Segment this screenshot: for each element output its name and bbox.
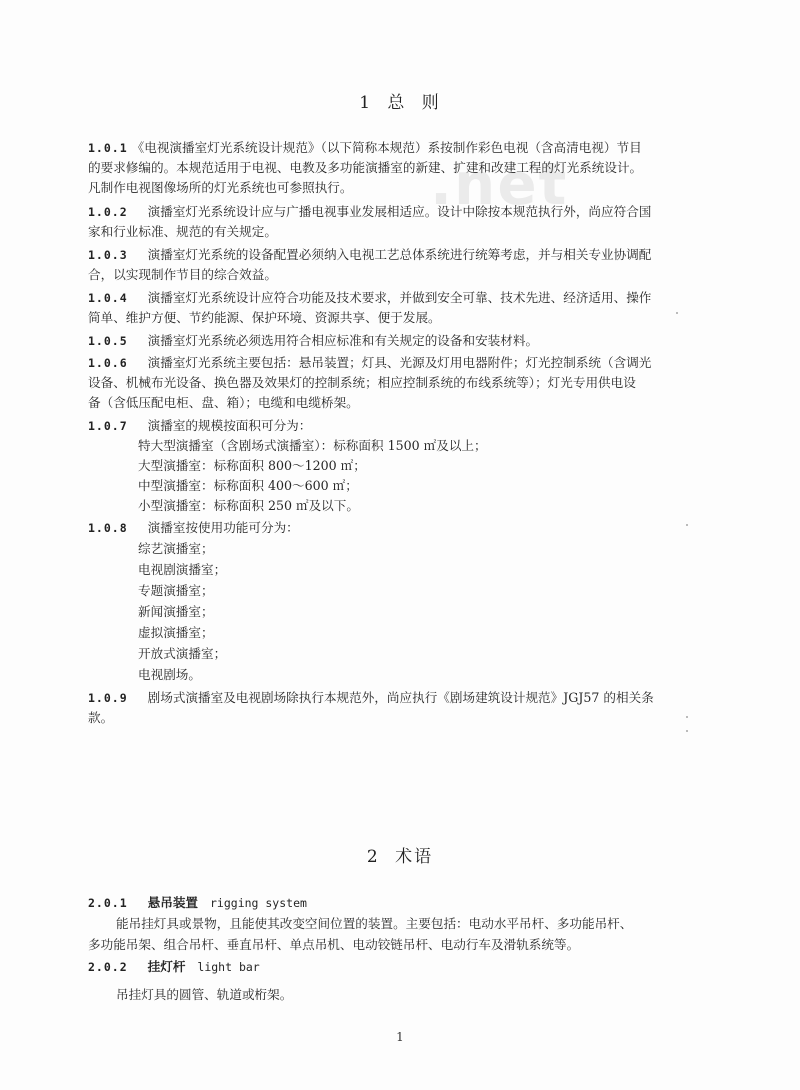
term-definition-line: 能吊挂灯具或景物，且能使其改变空间位置的装置。主要包括：电动水平吊杆、多功能吊杆、	[116, 916, 633, 931]
list-item: 中型演播室：标称面积 400～600 ㎡；	[138, 478, 358, 493]
clause-text-line: 备（含低压配电柜、盘、箱）；电缆和电缆桥架。	[88, 395, 359, 410]
clause-1-0-5	[88, 331, 538, 351]
clause-number: 1.0.5	[88, 334, 128, 348]
list-item: 特大型演播室（含剧场式演播室）：标称面积 1500 ㎡及以上；	[138, 438, 487, 453]
clause-text: 演播室灯光系统设计应与广播电视事业发展相适应。设计中除按本规范执行外，尚应符合国	[147, 204, 652, 219]
scan-speck	[686, 730, 688, 732]
clause-text: 剧场式演播室及电视剧场除执行本规范外，尚应执行《剧场建筑设计规范》JGJ57 的相关条	[147, 690, 654, 705]
term-2-0-2	[88, 957, 260, 977]
term-definition-line: 吊挂灯具的圆管、轨道或桁架。	[116, 987, 293, 1002]
clause-text: 演播室的规模按面积可分为：	[147, 418, 312, 433]
term-english: light bar	[197, 960, 260, 974]
term-2-0-1	[88, 893, 307, 913]
clause-text-line: 设备、机械布光设备、换色器及效果灯的控制系统；相应控制系统的布线系统等）；灯光专用供电设	[88, 375, 636, 390]
term-number: 2.0.2	[88, 960, 128, 974]
term-definition-line: 多功能吊架、组合吊杆、垂直吊杆、单点吊机、电动铰链吊杆、电动行车及滑轨系统等。	[88, 937, 580, 952]
scan-speck	[686, 524, 688, 526]
list-item: 电视剧演播室；	[138, 562, 227, 577]
clause-text: 演播室灯光系统主要包括：悬吊装置；灯具、光源及灯用电器附件；灯光控制系统（含调光	[147, 355, 652, 370]
chapter-1-title: 1 总 则	[359, 93, 441, 113]
clause-number: 1.0.9	[88, 691, 128, 705]
clause-text-line: 款。	[88, 710, 114, 725]
list-item: 虚拟演播室；	[138, 625, 214, 640]
term-chinese: 挂灯杆	[147, 959, 186, 974]
clause-1-0-7	[88, 416, 311, 436]
clause-1-0-3	[88, 245, 651, 265]
clause-1-0-4	[88, 288, 651, 308]
list-item: 开放式演播室；	[138, 646, 227, 661]
scan-speck	[676, 312, 678, 314]
term-chinese: 悬吊装置	[147, 895, 198, 910]
clause-text-line: 凡制作电视图像场所的灯光系统也可参照执行。	[88, 180, 353, 195]
list-item: 综艺演播室；	[138, 541, 214, 556]
clause-1-0-2	[88, 202, 651, 222]
clause-number: 1.0.8	[88, 521, 128, 535]
term-number: 2.0.1	[88, 896, 128, 910]
clause-number: 1.0.1	[88, 141, 128, 155]
clause-number: 1.0.4	[88, 291, 128, 305]
chapter-2-title: 2 术语	[366, 847, 434, 867]
clause-text-line: 的要求修编的。本规范适用于电视、电教及多功能演播室的新建、扩建和改建工程的灯光系统设计。	[88, 160, 643, 175]
clause-1-0-6	[88, 353, 651, 373]
clause-text: 演播室按使用功能可分为：	[147, 520, 299, 535]
clause-1-0-9	[88, 688, 654, 708]
clause-text: 演播室灯光系统必须选用符合相应标准和有关规定的设备和安装材料。	[147, 333, 539, 348]
list-item: 小型演播室：标称面积 250 ㎡及以下。	[138, 498, 359, 513]
page-number: 1	[396, 1030, 404, 1044]
clause-number: 1.0.2	[88, 205, 128, 219]
list-item: 电视剧场。	[138, 667, 201, 682]
scan-speck	[686, 716, 688, 718]
clause-text-line: 家和行业标准、规范的有关规定。	[88, 224, 277, 239]
clause-text: 《电视演播室灯光系统设计规范》（以下简称本规范）系按制作彩色电视（含高清电视）节目	[131, 140, 642, 155]
watermark: .net	[430, 150, 569, 218]
clause-text: 演播室灯光系统的设备配置必须纳入电视工艺总体系统进行统筹考虑，并与相关专业协调配	[147, 247, 652, 262]
list-item: 新闻演播室；	[138, 604, 214, 619]
clause-number: 1.0.7	[88, 419, 128, 433]
clause-1-0-8	[88, 518, 299, 538]
list-item: 大型演播室：标称面积 800～1200 ㎡；	[138, 458, 366, 473]
clause-text: 演播室灯光系统设计应符合功能及技术要求，并做到安全可靠、技术先进、经济适用、操作	[147, 290, 652, 305]
list-item: 专题演播室；	[138, 583, 214, 598]
clause-1-0-1	[88, 138, 642, 158]
term-english: rigging system	[210, 896, 307, 910]
clause-text-line: 合，以实现制作节目的综合效益。	[88, 267, 277, 282]
clause-number: 1.0.6	[88, 356, 128, 370]
clause-number: 1.0.3	[88, 248, 128, 262]
clause-text-line: 简单、维护方便、节约能源、保护环境、资源共享、便于发展。	[88, 310, 441, 325]
